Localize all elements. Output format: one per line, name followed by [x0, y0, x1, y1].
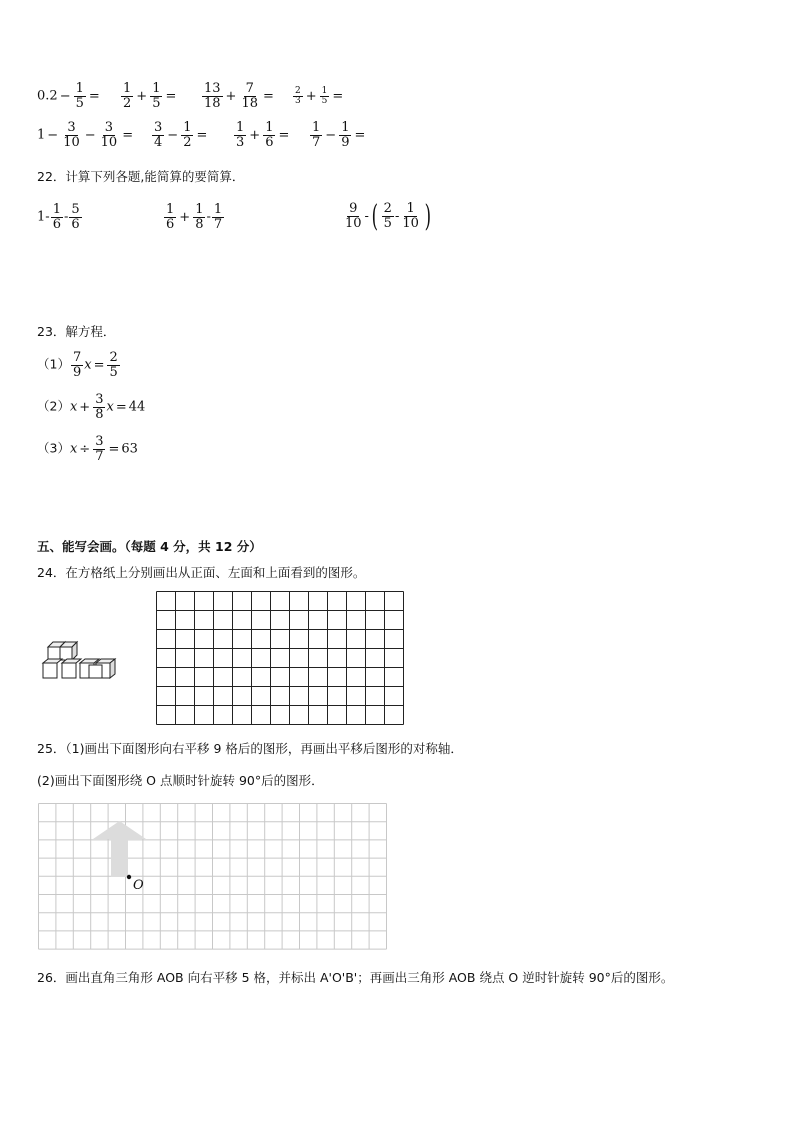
- arrow-shape: [93, 821, 146, 877]
- q22-expr-1: 1- $\frac{1}{6}$ - $\frac{5}{6}$: [37, 202, 80, 232]
- q25-line-2: (2)画出下面图形绕 O 点顺时针旋转 90°后的图形．: [37, 773, 324, 788]
- row2-expr-2: $\frac{3}{4}$ − $\frac{1}{2}$ =: [154, 120, 208, 150]
- q25-grid-paper: [38, 803, 388, 950]
- row2-expr-4: $\frac{1}{7}$ − $\frac{1}{9}$ =: [312, 120, 366, 150]
- q23-equation-1: （1） $\frac{7}{9}$ x = $\frac{2}{5}$: [37, 350, 118, 380]
- row1-expr-4: $\frac{2}{3}$ + $\frac{1}{5}$ =: [295, 86, 344, 107]
- q22-title: 22．计算下列各题,能简算的要简算．: [37, 169, 245, 184]
- q24-grid-paper: [156, 591, 404, 725]
- point-o-label: O: [133, 878, 144, 893]
- q23-equation-3: （3）x ÷ $\frac{3}{7}$ = 63: [37, 434, 138, 464]
- row1-expr-2: $\frac{1}{2}$ + $\frac{1}{5}$ =: [123, 81, 177, 111]
- q24-text: 24．在方格纸上分别画出从正面、左面和上面看到的图形。: [37, 565, 366, 580]
- q25-line-1: 25．（1)画出下面图形向右平移 9 格后的图形，再画出平移后图形的对称轴．: [37, 741, 463, 756]
- q23-title: 23．解方程．: [37, 324, 116, 339]
- point-o-dot: [127, 875, 131, 879]
- q26-text: 26．画出直角三角形 AOB 向右平移 5 格，并标出 A'O'B'；再画出三角形 AOB 绕点 O 逆时针旋转 90°后的图形。: [37, 970, 674, 985]
- section-5-heading: 五、能写会画。（每题 4 分，共 12 分）: [37, 539, 262, 554]
- row2-expr-3: $\frac{1}{3}$ + $\frac{1}{6}$ =: [236, 120, 290, 150]
- row1-expr-1: 0.2 − $\frac{1}{5}$ =: [37, 81, 100, 111]
- q23-equation-2: （2）x + $\frac{3}{8}$ x = 44: [37, 392, 146, 422]
- q22-expr-3: $\frac{9}{10}$ -( $\frac{2}{5}$ - $\frac{1}{10}$ ): [345, 199, 431, 234]
- row1-expr-3: $\frac{13}{18}$ + $\frac{7}{18}$ =: [204, 81, 274, 111]
- cube-front-face: [48, 647, 60, 660]
- cube-stack-figure: [40, 640, 120, 685]
- row2-expr-1: 1 − $\frac{3}{10}$ − $\frac{3}{10}$ =: [37, 120, 134, 150]
- q22-expr-2: $\frac{1}{6}$ + $\frac{1}{8}$ - $\frac{1}{7}$: [166, 202, 223, 232]
